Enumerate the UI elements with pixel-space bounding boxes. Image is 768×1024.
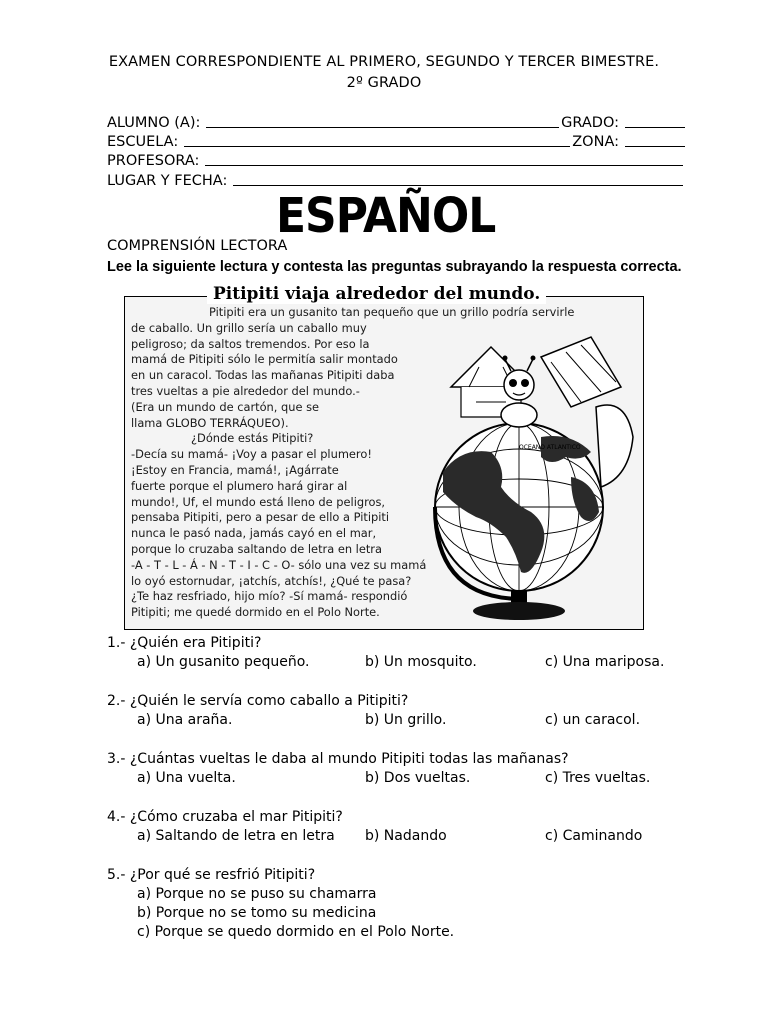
answer-option[interactable]: a) Un gusanito pequeño. — [137, 654, 310, 670]
answer-option[interactable]: c) Tres vueltas. — [545, 770, 651, 786]
student-blank[interactable] — [206, 126, 559, 128]
reading-line: Pitipiti; me quedé dormido en el Polo Norte. — [131, 605, 380, 620]
question-block — [107, 634, 707, 672]
reading-box — [124, 296, 644, 630]
question-text: 5.- ¿Por qué se resfrió Pitipiti? — [107, 867, 316, 883]
question-text: 3.- ¿Cuántas vueltas le daba al mundo Pitipiti todas las mañanas? — [107, 751, 569, 767]
question-block — [107, 808, 707, 846]
place-date-label: LUGAR Y FECHA: — [107, 173, 228, 189]
globe-illustration — [421, 327, 639, 623]
answer-option[interactable]: c) Una mariposa. — [545, 654, 665, 670]
reading-line: tres vueltas a pie alrededor del mundo.- — [131, 383, 360, 398]
subject-title: ESPAÑOL — [276, 188, 496, 245]
reading-line: fuerte porque el plumero hará girar al — [131, 478, 348, 493]
question-block — [107, 866, 707, 942]
answer-option[interactable]: a) Una vuelta. — [137, 770, 236, 786]
answer-option[interactable]: a) Saltando de letra en letra — [137, 828, 335, 844]
reading-line: mundo!, Uf, el mundo está lleno de peligros, — [131, 494, 386, 509]
answer-option[interactable]: a) Una araña. — [137, 712, 233, 728]
question-block — [107, 692, 707, 730]
reading-title: Pitipiti viaja alrededor del mundo. — [207, 284, 546, 304]
grade-label: GRADO: — [561, 115, 619, 131]
answer-option[interactable]: c) Caminando — [545, 828, 643, 844]
question-text: 1.- ¿Quién era Pitipiti? — [107, 635, 262, 651]
student-label: ALUMNO (A): — [107, 115, 201, 131]
question-block — [107, 750, 707, 788]
answer-option[interactable]: b) Porque no se tomo su medicina — [137, 905, 377, 921]
reading-line: (Era un mundo de cartón, que se — [131, 399, 320, 414]
reading-line: pensaba Pitipiti, pero a pesar de ello a Pitipiti — [131, 510, 390, 525]
answer-option[interactable]: b) Un mosquito. — [365, 654, 477, 670]
reading-line: peligroso; da saltos tremendos. Por eso la — [131, 336, 370, 351]
reading-line: Pitipiti era un gusanito tan pequeño que un grillo podría servirle — [209, 305, 575, 319]
reading-line: -A - T - L - Á - N - T - I - C - O- sólo una vez su mamá — [131, 557, 427, 572]
reading-line: ¿Dónde estás Pitipiti? — [191, 431, 314, 446]
answer-option[interactable]: b) Nadando — [365, 828, 447, 844]
section-heading: COMPRENSIÓN LECTORA — [107, 238, 288, 254]
grade-blank[interactable] — [625, 126, 685, 128]
answer-option[interactable]: b) Un grillo. — [365, 712, 447, 728]
place-date-field[interactable] — [107, 169, 685, 189]
school-blank[interactable] — [184, 145, 570, 147]
teacher-label: PROFESORA: — [107, 153, 200, 169]
zone-label: ZONA: — [572, 134, 619, 150]
reading-line: lo oyó estornudar, ¡atchís, atchís!, ¿Qué te pasa? — [131, 573, 412, 588]
grade-title: 2º GRADO — [346, 75, 422, 91]
school-label: ESCUELA: — [107, 134, 179, 150]
teacher-blank[interactable] — [205, 164, 683, 166]
student-name-field[interactable] — [107, 111, 685, 131]
teacher-field[interactable] — [107, 149, 685, 169]
reading-line: llama GLOBO TERRÁQUEO). — [131, 415, 289, 430]
answer-option[interactable]: a) Porque no se puso su chamarra — [137, 886, 377, 902]
instructions: Lee la siguiente lectura y contesta las preguntas subrayando la respuesta correcta. — [107, 259, 682, 275]
question-text: 4.- ¿Cómo cruzaba el mar Pitipiti? — [107, 809, 343, 825]
zone-blank[interactable] — [625, 145, 685, 147]
reading-line: nunca le pasó nada, jamás cayó en el mar, — [131, 526, 377, 541]
answer-option[interactable]: c) Porque se quedo dormido en el Polo Norte. — [137, 924, 455, 940]
ocean-label: OCEANO ATLANTICO — [519, 444, 581, 451]
answer-option[interactable]: c) un caracol. — [545, 712, 641, 728]
place-date-blank[interactable] — [233, 184, 683, 186]
reading-line: ¿Te haz resfriado, hijo mío? -Sí mamá- respondió — [131, 589, 408, 604]
reading-line: -Decía su mamá- ¡Voy a pasar el plumero! — [131, 447, 372, 462]
school-field[interactable] — [107, 130, 685, 150]
reading-line: de caballo. Un grillo sería un caballo muy — [131, 320, 367, 335]
reading-line: en un caracol. Todas las mañanas Pitipiti daba — [131, 368, 395, 383]
reading-line: porque lo cruzaba saltando de letra en letra — [131, 541, 382, 556]
reading-line: mamá de Pitipiti sólo le permitía salir montado — [131, 352, 398, 367]
reading-line: ¡Estoy en Francia, mamá!, ¡Agárrate — [131, 462, 339, 477]
exam-title: EXAMEN CORRESPONDIENTE AL PRIMERO, SEGUNDO Y TERCER BIMESTRE. — [108, 54, 660, 70]
answer-option[interactable]: b) Dos vueltas. — [365, 770, 471, 786]
question-text: 2.- ¿Quién le servía como caballo a Pitipiti? — [107, 693, 409, 709]
